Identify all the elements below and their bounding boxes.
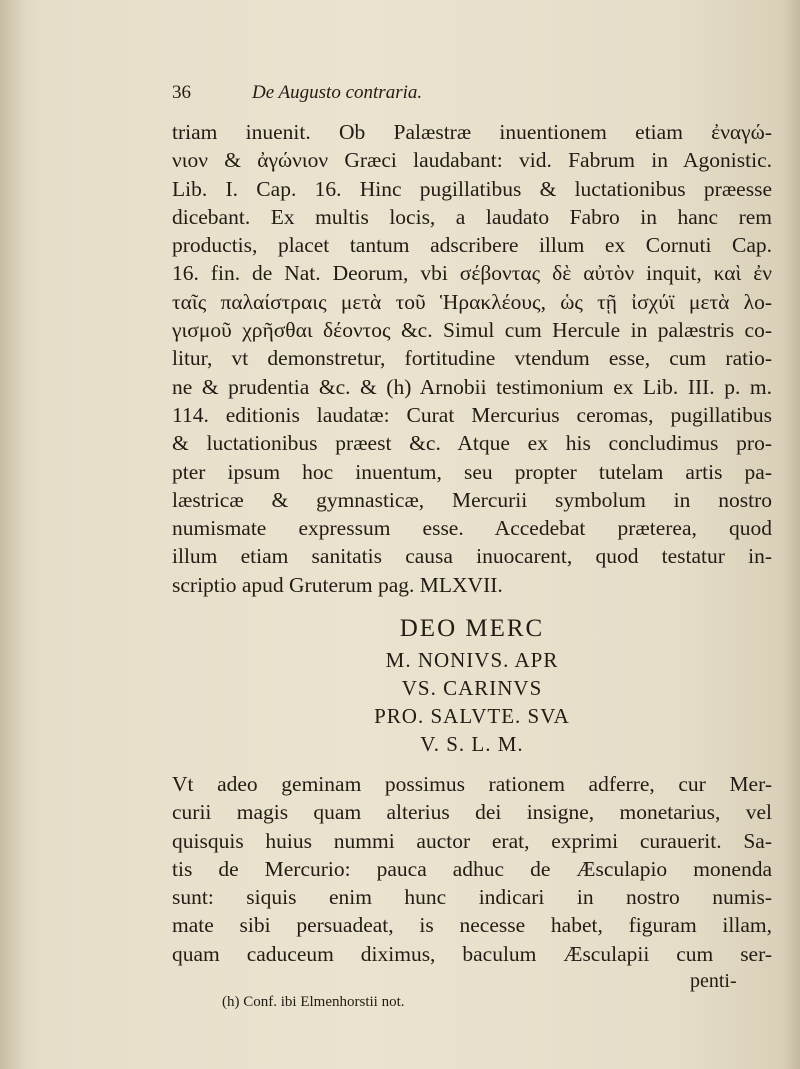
paragraph-second bbox=[172, 770, 772, 968]
text-line: tis de Mercurio: pauca adhuc de Æsculapio monenda bbox=[172, 856, 772, 881]
text-line: & luctationibus præest &c. Atque ex his concludimus pro- bbox=[172, 431, 772, 456]
inscription-line: DEO MERC bbox=[399, 615, 545, 642]
text-line: scriptio apud Gruterum pag. MLXVII. bbox=[172, 572, 503, 597]
footnote: (h) Conf. ibi Elmenhorstii not. bbox=[222, 994, 405, 1010]
text-line: νιον & ἀγώνιον Græci laudabant: vid. Fabrum in Agonistic. bbox=[172, 148, 772, 173]
text-line: læstricæ & gymnasticæ, Mercurii symbolum in nostro bbox=[172, 487, 772, 512]
text-line: illum etiam sanitatis causa inuocarent, quod testatur in- bbox=[172, 544, 772, 569]
running-head bbox=[172, 82, 632, 112]
inscription-line: VS. CARINVS bbox=[401, 676, 543, 700]
text-line: dicebant. Ex multis locis, a laudato Fabro in hanc rem bbox=[172, 204, 772, 229]
text-line: productis, placet tantum adscribere illum ex Cornuti Cap. bbox=[172, 233, 772, 258]
text-line: ταῖς παλαίστραις μετὰ τοῦ Ἡρακλέους, ὡς τῇ ἰσχύϊ μετὰ λο- bbox=[172, 289, 772, 314]
text-line: ne & prudentia &c. & (h) Arnobii testimonium ex Lib. III. p. m. bbox=[172, 374, 772, 399]
text-line: triam inuenit. Ob Palæstræ inuentionem etiam ἐναγώ- bbox=[172, 120, 772, 144]
inscription-block bbox=[172, 612, 772, 758]
catchword: penti- bbox=[690, 970, 737, 992]
running-title: De Augusto contraria. bbox=[252, 82, 423, 103]
paragraph-first bbox=[172, 118, 772, 599]
text-line: litur, vt demonstretur, fortitudine vtendum esse, cum ratio- bbox=[172, 346, 772, 371]
text-line: mate sibi persuadeat, is necesse habet, figuram illam, bbox=[172, 913, 772, 938]
text-line: quisquis huius nummi auctor erat, exprimi curauerit. Sa- bbox=[172, 828, 772, 853]
text-line: 16. fin. de Nat. Deorum, vbi σέβοντας δὲ αὐτὸν inquit, καὶ ἐν bbox=[172, 261, 772, 286]
text-line: 114. editionis laudatæ: Curat Mercurius ceromas, pugillatibus bbox=[172, 402, 772, 427]
text-line: numismate expressum esse. Accedebat præterea, quod bbox=[172, 516, 772, 541]
text-line: γισμοῦ χρῆσθαι δέοντος &c. Simul cum Hercule in palæstris co- bbox=[172, 318, 772, 343]
text-line: Lib. I. Cap. 16. Hinc pugillatibus & luctationibus præesse bbox=[172, 176, 772, 201]
text-line: pter ipsum hoc inuentum, seu propter tutelam artis pa- bbox=[172, 459, 772, 484]
inscription-line: PRO. SALVTE. SVA bbox=[374, 704, 570, 728]
text-line: sunt: siquis enim hunc indicari in nostro numis- bbox=[172, 885, 772, 910]
text-line: curii magis quam alterius dei insigne, monetarius, vel bbox=[172, 800, 772, 825]
text-line: quam caduceum diximus, baculum Æsculapii cum ser- bbox=[172, 941, 772, 966]
inscription-line: M. NONIVS. APR bbox=[385, 648, 559, 672]
page-number: 36 bbox=[172, 82, 191, 103]
inscription-line: V. S. L. M. bbox=[420, 732, 524, 756]
text-line: Vt adeo geminam possimus rationem adferre, cur Mer- bbox=[172, 772, 772, 796]
